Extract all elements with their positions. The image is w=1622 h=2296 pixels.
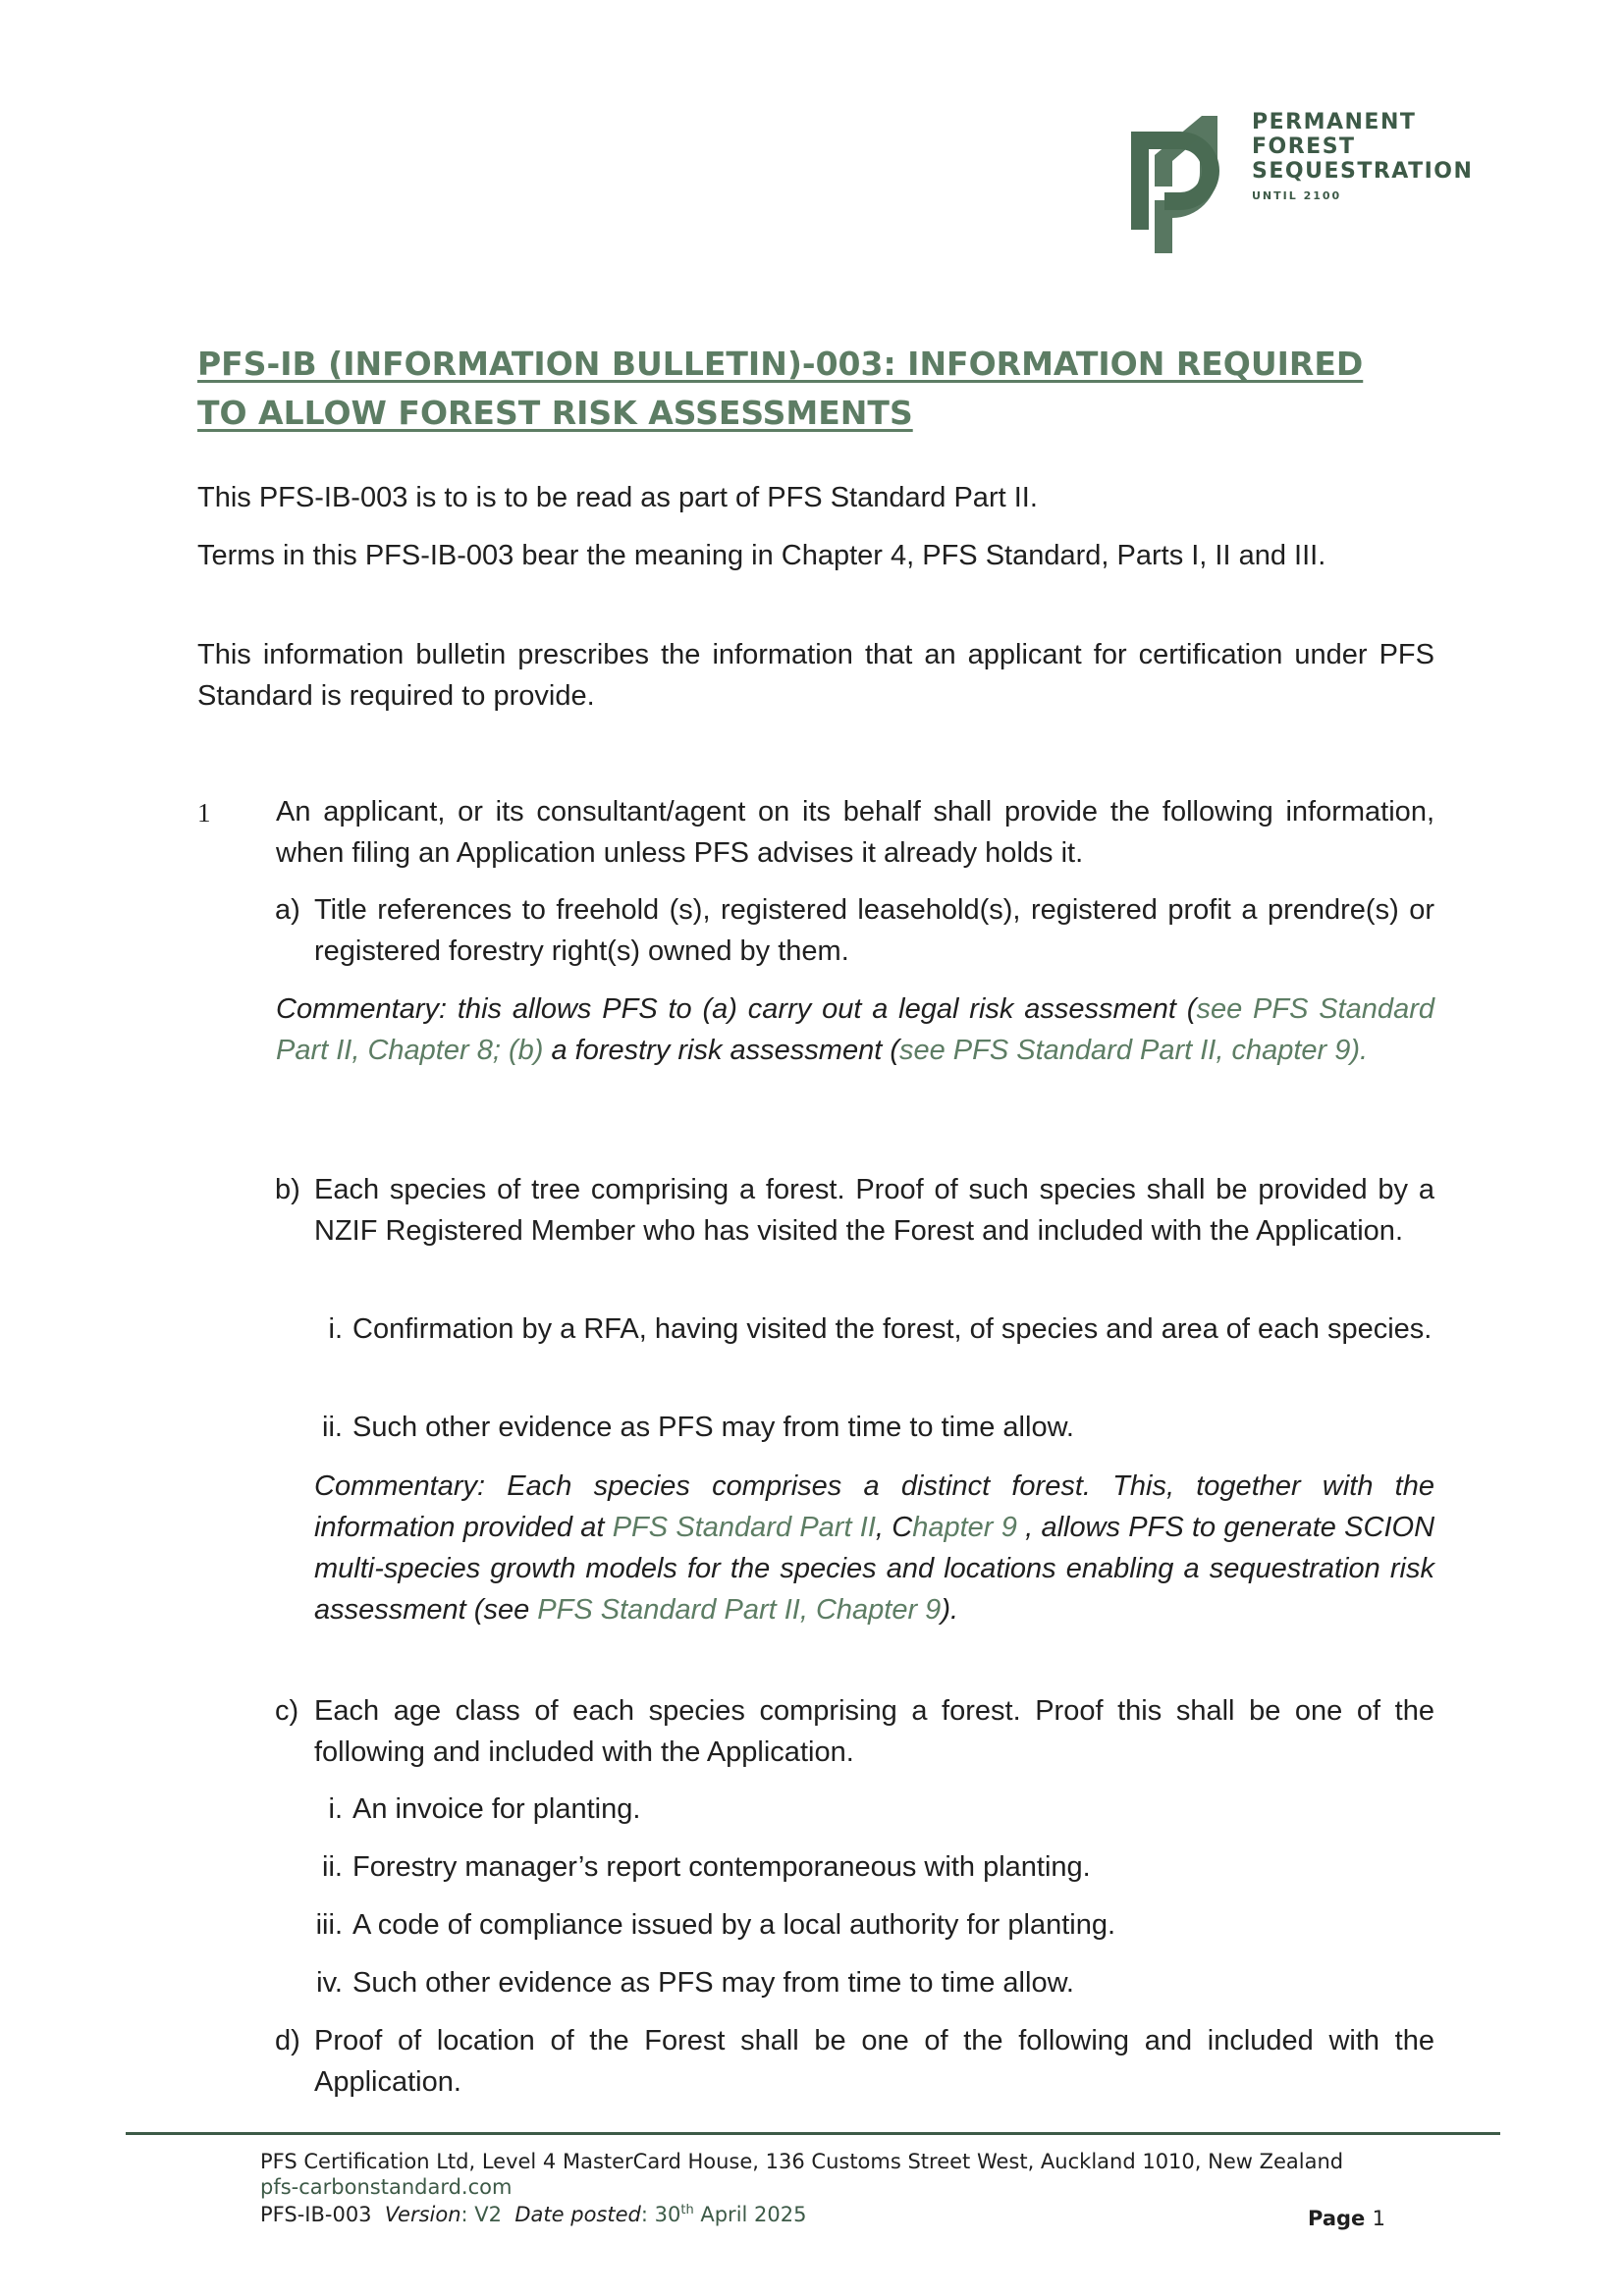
footer-date-value xyxy=(641,2203,807,2226)
item-c-sub-iv xyxy=(316,1962,1434,2003)
item-b-text: Each species of tree comprising a forest. Proof of such species shall be provided by a NZIF Registered Member who has visited the Forest and included with the Application. xyxy=(314,1174,1434,1247)
commentary-text: ). xyxy=(941,1594,959,1626)
commentary-text: , C xyxy=(875,1512,913,1543)
sub-text: An invoice for planting. xyxy=(352,1793,641,1825)
item-c-sub-ii xyxy=(322,1846,1434,1888)
footer-address: PFS Certification Ltd, Level 4 MasterCard House, 136 Customs Street West, Auckland 1010, New Zealand xyxy=(260,2150,1344,2173)
item-a xyxy=(275,889,1434,972)
commentary-reference: PFS Standard Part II xyxy=(612,1512,876,1543)
footer-website-link[interactable]: pfs-carbonstandard.com xyxy=(260,2175,513,2199)
logo-wordmark xyxy=(1252,110,1473,202)
sub-marker: iii. xyxy=(315,1909,343,1941)
item-a-text: Title references to freehold (s), registered leasehold(s), registered profit a prendre(s) or registered forestry right(s) owned by them. xyxy=(314,894,1434,967)
commentary-text: a forestry risk assessment ( xyxy=(543,1035,899,1066)
sub-marker: i. xyxy=(328,1313,343,1345)
item-b xyxy=(275,1169,1434,1252)
footer-divider xyxy=(126,2132,1500,2135)
footer-page-number xyxy=(1308,2205,1385,2232)
item-b-sub-ii xyxy=(322,1407,1434,1448)
item-c-text: Each age class of each species comprising a forest. Proof this shall be one of the following and included with the Application. xyxy=(314,1695,1434,1768)
sub-marker: i. xyxy=(328,1793,343,1825)
item-c-sub-iii xyxy=(315,1904,1434,1946)
footer-date-rest: April 2025 xyxy=(693,2203,807,2226)
title-line-1: PFS-IB (INFORMATION BULLETIN)-003: INFORMATION REQUIRED xyxy=(197,345,1364,383)
item-b-commentary xyxy=(314,1466,1434,1630)
sub-text: Forestry manager’s report contemporaneous with planting. xyxy=(352,1851,1091,1883)
pfs-logo-mark-icon xyxy=(1111,114,1237,253)
logo-line-3: SEQUESTRATION xyxy=(1252,159,1474,184)
item-b-marker: b) xyxy=(275,1174,300,1205)
page-label: Page xyxy=(1308,2207,1366,2230)
commentary-reference: see PFS Standard Part II, Chapter 8; (b) xyxy=(276,993,1434,1066)
footer-date-label: Date posted xyxy=(514,2203,641,2226)
intro-paragraph-3: This information bulletin prescribes the information that an applicant for certification under PFS Standard is required to provide. xyxy=(197,639,1434,712)
clause-1-text: An applicant, or its consultant/agent on its behalf shall provide the following information, when filing an Application unless PFS advises it already holds it. xyxy=(276,796,1434,869)
item-a-marker: a) xyxy=(275,894,300,926)
commentary-reference: PFS Standard Part II, Chapter 9 xyxy=(537,1594,942,1626)
footer-date-suffix: th xyxy=(680,2203,694,2217)
footer-version-line xyxy=(260,2201,806,2228)
item-a-commentary xyxy=(276,988,1434,1071)
sub-text: Confirmation by a RFA, having visited the forest, of species and area of each species. xyxy=(352,1313,1433,1345)
sub-text: A code of compliance issued by a local authority for planting. xyxy=(352,1909,1116,1941)
intro-paragraph-2: Terms in this PFS-IB-003 bear the meaning in Chapter 4, PFS Standard, Parts I, II and III. xyxy=(197,540,1326,571)
item-d xyxy=(275,2020,1434,2103)
item-d-marker: d) xyxy=(275,2025,300,2056)
page-number: 1 xyxy=(1372,2207,1385,2230)
intro-paragraph-1: This PFS-IB-003 is to is to be read as part of PFS Standard Part II. xyxy=(197,482,1038,513)
commentary-reference: see PFS Standard Part II, chapter 9). xyxy=(898,1035,1369,1066)
commentary-text: Commentary: Each species comprises a distinct forest. This, together with the information provided at xyxy=(314,1470,1434,1543)
footer-date-day: : 30 xyxy=(640,2203,681,2226)
logo-line-1: PERMANENT xyxy=(1252,110,1417,134)
logo-line-2: FOREST xyxy=(1252,134,1356,159)
sub-marker: iv. xyxy=(316,1967,343,1999)
sub-marker: ii. xyxy=(322,1851,343,1883)
footer-version-value: : V2 xyxy=(460,2203,503,2226)
item-d-text: Proof of location of the Forest shall be one of the following and included with the Application. xyxy=(314,2025,1434,2098)
footer-version-label: Version xyxy=(384,2203,461,2226)
item-b-sub-i xyxy=(328,1308,1434,1350)
item-c xyxy=(275,1690,1434,1773)
footer-doc-id: PFS-IB-003 xyxy=(260,2203,372,2226)
sub-text: Such other evidence as PFS may from time to time allow. xyxy=(352,1412,1074,1443)
logo-subline: UNTIL 2100 xyxy=(1252,189,1342,202)
item-c-marker: c) xyxy=(275,1695,299,1727)
item-c-sub-i xyxy=(328,1789,1434,1830)
clause-number: 1 xyxy=(197,798,211,828)
title-line-2: TO ALLOW FOREST RISK ASSESSMENTS xyxy=(197,394,913,432)
sub-text: Such other evidence as PFS may from time to time allow. xyxy=(352,1967,1074,1999)
commentary-text: Commentary: this allows PFS to (a) carry out a legal risk assessment ( xyxy=(276,993,1197,1025)
document-title xyxy=(197,340,1434,438)
commentary-reference: hapter 9 xyxy=(912,1512,1017,1543)
sub-marker: ii. xyxy=(322,1412,343,1443)
commentary-text: , allows PFS to generate SCION multi-species growth models for the species and locations enabling a sequestration risk assessment (see xyxy=(314,1512,1435,1626)
